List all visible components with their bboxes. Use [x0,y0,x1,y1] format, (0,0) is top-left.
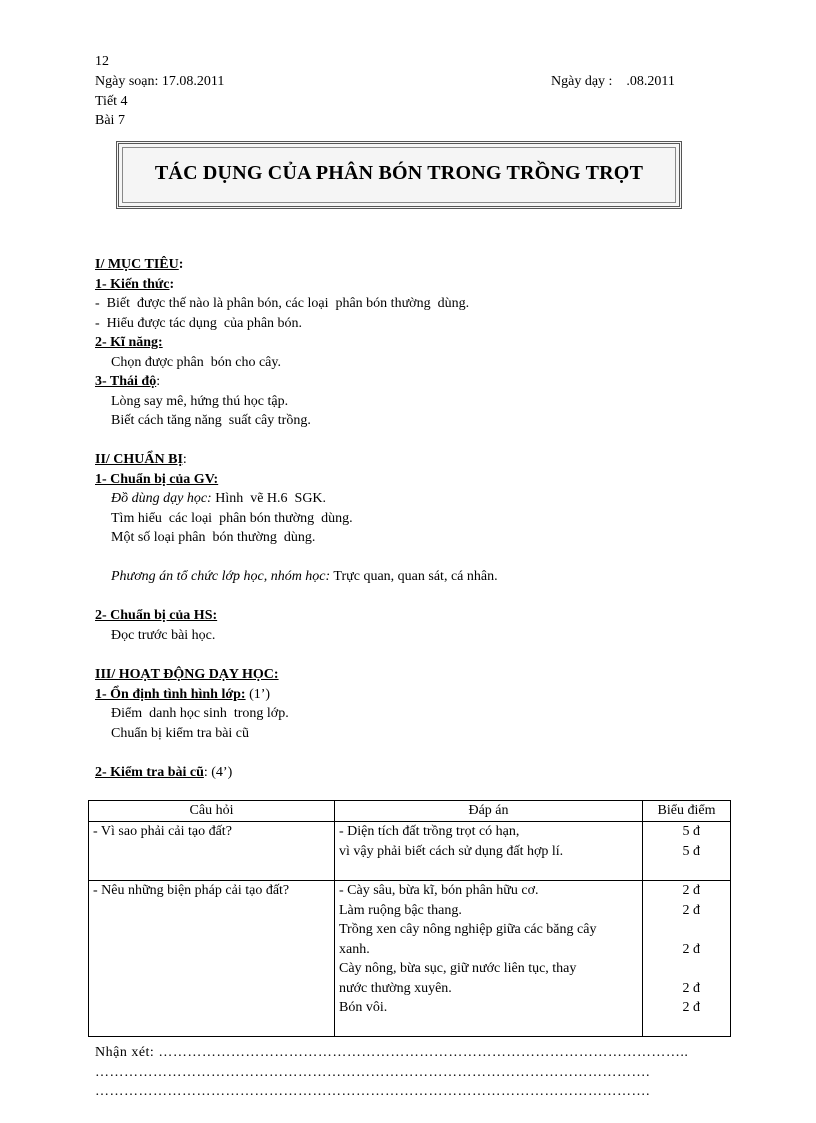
review-heading-text: 2- Kiểm tra bài cũ [95,765,204,780]
page-number: 12 [95,54,109,69]
preparation-heading-suffix: : [182,452,187,467]
attitude-item: Lòng say mê, hứng thú học tập. [111,394,289,409]
answer-line: - Cày sâu, bừa kĩ, bón phân hữu cơ. [339,883,539,898]
remarks-dots: ……………………………………………………………………………………………….. [158,1045,689,1060]
answer-line: - Diện tích đất trồng trọt có hạn, [339,824,520,839]
points-cell [643,822,731,881]
question-cell: - Vì sao phải cải tạo đất? [89,822,335,881]
review-table [88,800,731,1037]
table-row [89,822,731,881]
answer-line: xanh. [339,941,370,957]
knowledge-heading-suffix: : [169,277,175,292]
attitude-heading [95,372,160,392]
student-prep-item: Đọc trước bài học. [111,628,216,643]
organization-method [111,567,498,587]
answer-line: Trồng xen cây nông nghiệp giữa các băng cây [339,922,597,937]
table-row [89,881,731,1037]
knowledge-heading-text: 1- Kiến thức [95,277,170,292]
activities-heading [95,665,279,685]
column-header-answer: Đáp án [335,801,643,822]
points-value: 5 đ [682,843,700,859]
table-header-row [89,801,731,822]
answer-line: Cày nông, bừa sục, giữ nước liên tục, thay [339,961,577,976]
knowledge-item: - Biết được thế nào là phân bón, các loại phân bón thường dùng. [95,296,470,311]
objectives-heading [95,255,183,275]
skills-item: Chọn được phân bón cho cây. [111,355,281,370]
points-value [647,959,700,979]
organization-label: Phương án tổ chức lớp học, nhóm học: [111,569,331,584]
page-title: TÁC DỤNG CỦA PHÂN BÓN TRONG TRỒNG TRỌT [154,162,644,184]
answer-cell [335,881,643,1037]
points-value [647,920,700,940]
objectives-heading-text: I/ MỤC TIÊU [95,257,179,272]
teacher-prep-heading-text: 1- Chuẩn bị của GV: [95,472,219,487]
stabilize-heading-text: 1- Ổn định tình hình lớp: [95,687,246,702]
stabilize-heading [95,685,270,705]
answer-line: Bón vôi. [339,1000,388,1015]
points-value: 2 đ [682,902,700,918]
answer-line: vì vậy phải biết cách sử dụng đất hợp lí. [339,843,564,859]
points-value: 2 đ [682,941,700,957]
column-header-question: Câu hỏi [89,801,335,822]
stabilize-item: Chuẩn bị kiểm tra bài cũ [111,726,250,741]
knowledge-item: - Hiểu được tác dụng của phân bón. [95,316,303,331]
attitude-item: Biết cách tăng năng suất cây trồng. [111,413,311,428]
preparation-heading [95,450,187,470]
teacher-prep-item: Tìm hiểu các loại phân bón thường dùng. [111,511,353,526]
remarks-line [95,1043,715,1063]
answer-line: Làm ruộng bậc thang. [339,902,462,918]
answer-line: nước thường xuyên. [339,980,452,996]
lesson-label: Bài 7 [95,113,125,128]
column-header-points: Biểu điểm [643,801,731,822]
attitude-heading-suffix: : [156,374,161,389]
prep-date: Ngày soạn: 17.08.2011 [95,74,225,89]
points-cell [643,881,731,1037]
teach-date: Ngày dạy : .08.2011 [551,74,675,89]
review-heading [95,763,232,783]
activities-heading-text: III/ HOẠT ĐỘNG DẠY HỌC: [95,667,279,682]
teaching-aids-label: Đồ dùng dạy học: [111,491,212,506]
objectives-heading-suffix: : [178,257,184,272]
remarks-line: ……………………………………………………………………………………………………. [95,1084,650,1099]
teaching-aids [111,489,326,509]
stabilize-item: Điểm danh học sinh trong lớp. [111,706,289,721]
organization-value: Trực quan, quan sát, cá nhân. [330,569,498,584]
preparation-heading-text: II/ CHUẨN BỊ [95,452,183,467]
teacher-prep-item: Một số loại phân bón thường dùng. [111,530,316,545]
points-value: 2 đ [682,883,700,898]
student-prep-heading [95,606,217,626]
period-label: Tiết 4 [95,94,128,109]
attitude-heading-text: 3- Thái độ [95,374,157,389]
skills-heading [95,333,163,353]
points-value: 2 đ [682,1000,700,1015]
teacher-prep-heading [95,470,218,490]
points-value: 2 đ [682,980,700,996]
skills-heading-text: 2- Kĩ năng: [95,335,163,350]
stabilize-time: (1’) [245,687,271,702]
knowledge-heading [95,275,174,295]
points-value: 5 đ [682,824,700,839]
student-prep-heading-text: 2- Chuẩn bị của HS: [95,608,218,623]
answer-cell [335,822,643,881]
teaching-aids-value: Hình vẽ H.6 SGK. [211,491,327,506]
question-cell: - Nêu những biện pháp cải tạo đất? [89,881,335,1037]
remarks-line: ……………………………………………………………………………………………………. [95,1065,650,1080]
review-time: : (4’) [203,765,233,780]
remarks-label: Nhận xét: [95,1045,159,1060]
title-box [116,141,682,209]
